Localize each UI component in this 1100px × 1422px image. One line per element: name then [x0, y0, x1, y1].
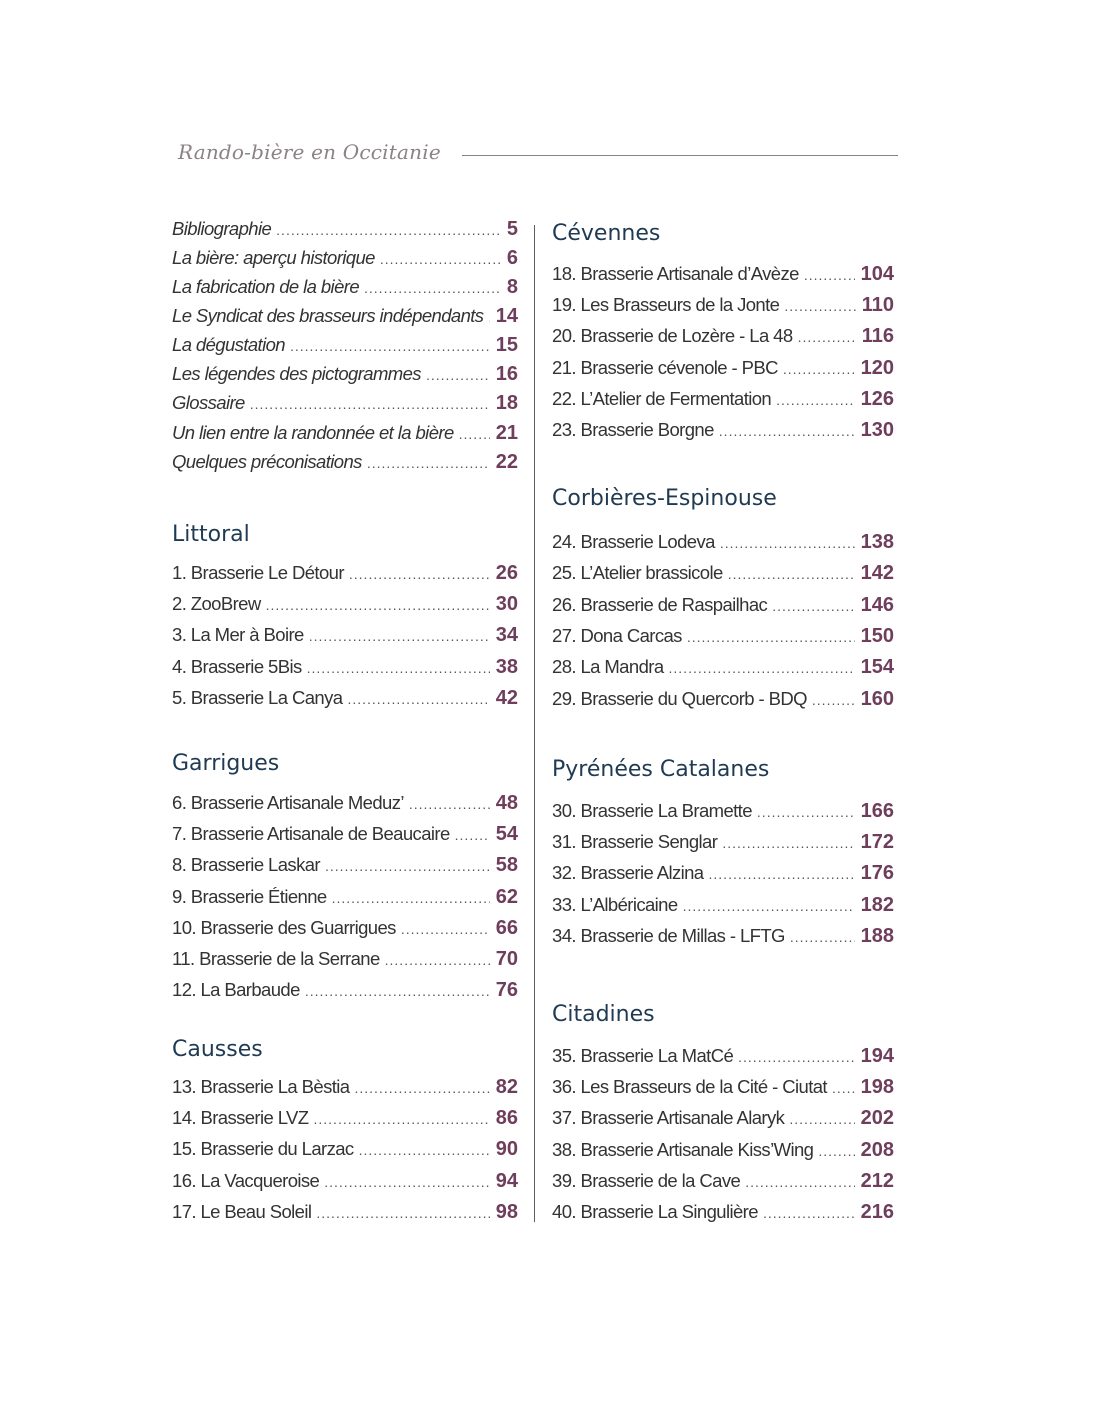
toc-page-number: 76 — [495, 979, 518, 1002]
toc-entry[interactable] — [172, 979, 518, 1005]
toc-entry[interactable] — [172, 687, 518, 713]
dot-leader — [745, 1174, 854, 1190]
toc-page-number: 18 — [495, 392, 518, 414]
toc-page-number: 8 — [506, 276, 518, 298]
dot-leader — [804, 267, 855, 283]
dot-leader — [426, 367, 490, 383]
toc-entry-label: 11. Brasserie de la Serrane — [172, 948, 380, 969]
dot-leader — [798, 329, 856, 345]
toc-entry[interactable] — [552, 594, 894, 620]
dot-leader — [305, 983, 490, 999]
dot-leader — [832, 1080, 855, 1096]
toc-page-number: 120 — [860, 356, 894, 379]
toc-page-number: 98 — [495, 1200, 518, 1223]
toc-entry[interactable] — [552, 357, 894, 383]
toc-entry[interactable] — [552, 388, 894, 414]
toc-entry-label: 30. Brasserie La Bramette — [552, 800, 752, 821]
dot-leader — [325, 858, 490, 874]
dot-leader — [250, 396, 490, 412]
toc-entry-label: Quelques préconisations — [172, 451, 362, 472]
toc-page-number: 198 — [860, 1076, 894, 1099]
toc-entry[interactable] — [552, 1045, 894, 1071]
toc-page-number: 126 — [860, 387, 894, 410]
toc-entry-label: La fabrication de la bière — [172, 276, 360, 297]
dot-leader — [266, 597, 490, 613]
column-divider — [534, 225, 535, 1222]
toc-page-number: 82 — [495, 1076, 518, 1098]
dot-leader — [757, 804, 855, 820]
toc-page-number: 182 — [860, 893, 894, 916]
toc-entry[interactable] — [552, 688, 894, 714]
dot-leader — [790, 929, 855, 945]
toc-entry-label: 9. Brasserie Étienne — [172, 885, 327, 907]
dot-leader — [669, 660, 855, 676]
toc-page-number: 142 — [860, 562, 894, 585]
toc-entry[interactable] — [172, 823, 518, 849]
toc-entry[interactable] — [552, 263, 894, 289]
toc-entry-label: Glossaire — [172, 392, 245, 413]
toc-page-number: 110 — [861, 294, 894, 317]
toc-page-number: 116 — [861, 325, 894, 348]
dot-leader — [314, 1111, 490, 1127]
toc-entry[interactable] — [172, 218, 518, 244]
dot-leader — [719, 423, 855, 439]
toc-page-number: 194 — [860, 1045, 894, 1067]
toc-page-number: 26 — [495, 562, 518, 584]
toc-entry[interactable] — [552, 862, 894, 888]
toc-entry-label: 3. La Mer à Boire — [172, 624, 304, 646]
toc-entry-label: 16. La Vacqueroise — [172, 1169, 320, 1191]
toc-page-number: 62 — [495, 885, 518, 908]
toc-entry-label: 26. Brasserie de Raspailhac — [552, 593, 768, 615]
toc-entry-label: 14. Brasserie LVZ — [172, 1107, 309, 1129]
toc-entry[interactable] — [172, 451, 518, 477]
dot-leader — [324, 1174, 490, 1190]
dot-leader — [772, 598, 854, 614]
toc-page-number: 160 — [860, 687, 894, 710]
dot-leader — [722, 835, 854, 851]
dot-leader — [276, 222, 501, 238]
dot-leader — [332, 890, 490, 906]
dot-leader — [347, 691, 489, 707]
toc-page-number: 48 — [495, 792, 518, 814]
dot-leader — [812, 692, 855, 708]
toc-page-number: 138 — [860, 531, 894, 553]
toc-entry[interactable] — [172, 1138, 518, 1164]
toc-entry-label: 32. Brasserie Alzina — [552, 862, 704, 884]
toc-entry-label: 17. Le Beau Soleil — [172, 1200, 312, 1222]
toc-entry-label: 20. Brasserie de Lozère - La 48 — [552, 325, 793, 347]
toc-entry[interactable] — [552, 294, 894, 320]
dot-leader — [738, 1049, 854, 1065]
toc-entry[interactable] — [552, 656, 894, 682]
toc-page-number: 146 — [860, 593, 894, 616]
toc-page-number: 16 — [495, 363, 518, 385]
toc-entry[interactable] — [172, 1076, 518, 1102]
toc-entry-label: 24. Brasserie Lodeva — [552, 531, 715, 552]
toc-page-number: 30 — [495, 593, 518, 616]
toc-page-number: 172 — [860, 831, 894, 854]
toc-page-number: 150 — [860, 624, 894, 647]
toc-page-number: 176 — [860, 862, 894, 885]
toc-page-number: 202 — [860, 1107, 894, 1130]
toc-entry[interactable] — [172, 392, 518, 418]
toc-entry-label: 25. L’Atelier brassicole — [552, 562, 723, 584]
toc-entry-label: 22. L’Atelier de Fermentation — [552, 387, 772, 409]
dot-leader — [784, 298, 855, 314]
toc-entry[interactable] — [172, 656, 518, 682]
toc-entry[interactable] — [172, 1201, 518, 1227]
toc-page-number: 14 — [495, 305, 518, 327]
dot-leader — [789, 1111, 854, 1127]
dot-leader — [459, 426, 490, 442]
dot-leader — [316, 1205, 489, 1221]
running-header: Rando-bière en Occitanie — [178, 140, 441, 164]
toc-entry-label: 29. Brasserie du Quercorb - BDQ — [552, 687, 807, 709]
toc-entry-label: 21. Brasserie cévenole - PBC — [552, 356, 778, 378]
toc-entry-label: 10. Brasserie des Guarrigues — [172, 916, 396, 938]
toc-page-number: 42 — [495, 686, 518, 709]
toc-page-number: 212 — [860, 1169, 894, 1192]
toc-entry-label: La bière: aperçu historique — [172, 247, 375, 268]
dot-leader — [776, 392, 854, 408]
toc-entry-label: Le Syndicat des brasseurs indépendants — [172, 305, 484, 326]
toc-entry-label: 39. Brasserie de la Cave — [552, 1169, 741, 1191]
header-rule — [462, 155, 898, 156]
toc-entry-label: 1. Brasserie Le Détour — [172, 562, 344, 583]
toc-entry[interactable] — [552, 894, 894, 920]
dot-leader — [359, 1142, 490, 1158]
toc-entry[interactable] — [172, 305, 518, 331]
toc-page-number: 5 — [506, 218, 518, 240]
toc-entry-label: 19. Les Brasseurs de la Jonte — [552, 294, 780, 316]
toc-entry-label: 12. La Barbaude — [172, 979, 300, 1001]
toc-entry[interactable] — [172, 1170, 518, 1196]
toc-entry[interactable] — [552, 1139, 894, 1165]
toc-entry-label: 23. Brasserie Borgne — [552, 419, 714, 440]
dot-leader — [367, 455, 490, 471]
toc-page-number: 216 — [860, 1201, 894, 1223]
section-title-causses: Causses — [172, 1037, 263, 1062]
toc-page-number: 70 — [495, 948, 518, 970]
toc-entry-label: 35. Brasserie La MatCé — [552, 1045, 734, 1066]
toc-page-number: 21 — [495, 422, 518, 444]
dot-leader — [455, 827, 490, 843]
toc-page-number: 6 — [506, 247, 518, 269]
toc-entry-label: 31. Brasserie Senglar — [552, 831, 718, 853]
toc-entry[interactable] — [552, 1076, 894, 1102]
toc-entry-label: 33. L’Albéricaine — [552, 893, 678, 915]
toc-entry-label: 36. Les Brasseurs de la Cité - Ciutat — [552, 1076, 827, 1098]
toc-entry[interactable] — [172, 792, 518, 818]
toc-page-number: 94 — [495, 1169, 518, 1192]
toc-entry[interactable] — [552, 1170, 894, 1196]
dot-leader — [763, 1205, 855, 1221]
section-title-corbieres-espinouse: Corbières-Espinouse — [552, 486, 777, 511]
toc-page-number: 22 — [495, 451, 518, 473]
toc-entry[interactable] — [172, 276, 518, 302]
section-title-garrigues: Garrigues — [172, 751, 280, 776]
dot-leader — [349, 566, 490, 582]
dot-leader — [720, 535, 855, 551]
toc-entry[interactable] — [172, 562, 518, 588]
toc-entry[interactable] — [172, 247, 518, 273]
toc-page-number: 54 — [495, 823, 518, 846]
toc-entry[interactable] — [552, 925, 894, 951]
toc-entry[interactable] — [552, 531, 894, 557]
toc-page-number: 90 — [495, 1138, 518, 1161]
toc-entry-label: 7. Brasserie Artisanale de Beaucaire — [172, 823, 450, 845]
toc-entry-label: 15. Brasserie du Larzac — [172, 1138, 354, 1160]
toc-entry[interactable] — [172, 363, 518, 389]
toc-entry-label: 4. Brasserie 5Bis — [172, 655, 302, 677]
toc-entry-label: 2. ZooBrew — [172, 593, 261, 615]
section-title-pyrenees-catalanes: Pyrénées Catalanes — [552, 757, 770, 782]
toc-page-number: 66 — [495, 916, 518, 939]
toc-entry[interactable] — [172, 948, 518, 974]
toc-entry[interactable] — [552, 831, 894, 857]
toc-entry-label: Un lien entre la randonnée et la bière — [172, 422, 454, 443]
dot-leader — [401, 921, 490, 937]
toc-entry[interactable] — [172, 624, 518, 650]
dot-leader — [687, 629, 855, 645]
dot-leader — [783, 361, 855, 377]
toc-page-number: 154 — [860, 656, 894, 679]
dot-leader — [290, 338, 490, 354]
section-title-littoral: Littoral — [172, 522, 250, 547]
toc-entry-label: 37. Brasserie Artisanale Alaryk — [552, 1107, 785, 1129]
toc-page-number: 166 — [860, 800, 894, 822]
toc-entry[interactable] — [172, 593, 518, 619]
toc-entry[interactable] — [172, 422, 518, 448]
toc-entry[interactable] — [552, 562, 894, 588]
toc-entry[interactable] — [552, 1107, 894, 1133]
toc-entry-label: Bibliographie — [172, 218, 272, 239]
toc-entry[interactable] — [172, 334, 518, 360]
toc-page-number: 34 — [495, 624, 518, 647]
toc-entry[interactable] — [172, 886, 518, 912]
toc-page-number: 104 — [860, 263, 894, 285]
toc-page-number: 15 — [495, 334, 518, 356]
dot-leader — [709, 866, 855, 882]
toc-entry-label: 28. La Mandra — [552, 656, 664, 678]
dot-leader — [354, 1080, 489, 1096]
toc-entry[interactable] — [552, 419, 894, 445]
toc-entry[interactable] — [552, 325, 894, 351]
dot-leader — [818, 1143, 854, 1159]
toc-page-number: 188 — [860, 924, 894, 947]
toc-entry-label: 6. Brasserie Artisanale Meduz’ — [172, 792, 404, 813]
toc-entry-label: 5. Brasserie La Canya — [172, 686, 343, 708]
dot-leader — [385, 952, 490, 968]
toc-entry[interactable] — [172, 1107, 518, 1133]
dot-leader — [728, 566, 855, 582]
toc-page-number: 58 — [495, 854, 518, 877]
dot-leader — [683, 898, 855, 914]
toc-entry[interactable] — [552, 800, 894, 826]
toc-entry-label: 8. Brasserie Laskar — [172, 854, 320, 876]
dot-leader — [309, 628, 490, 644]
dot-leader — [409, 796, 490, 812]
toc-page-number: 38 — [495, 655, 518, 678]
toc-page-number: 208 — [860, 1138, 894, 1161]
dot-leader — [488, 309, 489, 325]
toc-entry[interactable] — [552, 625, 894, 651]
section-title-citadines: Citadines — [552, 1002, 655, 1027]
toc-entry-label: Les légendes des pictogrammes — [172, 363, 421, 384]
toc-entry-label: 34. Brasserie de Millas - LFTG — [552, 924, 785, 946]
dot-leader — [307, 660, 490, 676]
toc-entry[interactable] — [172, 917, 518, 943]
toc-entry-label: 38. Brasserie Artisanale Kiss’Wing — [552, 1138, 814, 1160]
toc-entry-label: 40. Brasserie La Singulière — [552, 1201, 758, 1222]
dot-leader — [364, 280, 501, 296]
toc-page-number: 86 — [495, 1107, 518, 1130]
toc-entry-label: 18. Brasserie Artisanale d’Avèze — [552, 263, 799, 284]
toc-entry[interactable] — [172, 854, 518, 880]
toc-entry-label: 13. Brasserie La Bèstia — [172, 1076, 350, 1097]
toc-entry[interactable] — [552, 1201, 894, 1227]
toc-entry-label: 27. Dona Carcas — [552, 624, 682, 646]
toc-page-number: 130 — [860, 419, 894, 441]
section-title-cevennes: Cévennes — [552, 221, 661, 246]
toc-entry-label: La dégustation — [172, 334, 285, 355]
dot-leader — [380, 251, 501, 267]
